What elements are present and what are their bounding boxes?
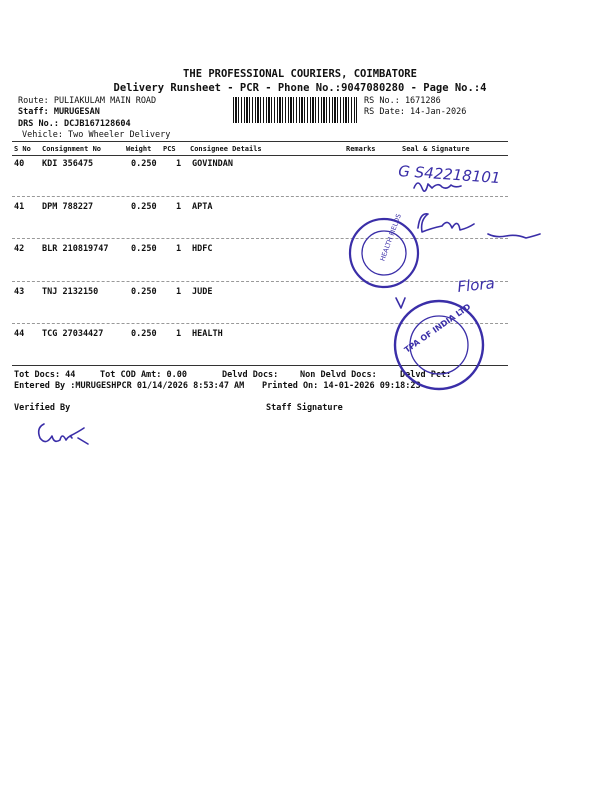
row-consignee: JUDE [192,287,213,297]
route-label: Route: PULIAKULAM MAIN ROAD [18,96,157,106]
row-pcs: 1 [176,287,182,297]
staff-label: Staff: MURUGESAN [18,107,100,117]
drs-number: DRS No.: DCJB167128604 [18,119,131,129]
company-seal-stamp [395,301,483,389]
row-sno: 40 [14,159,25,169]
row-sno: 41 [14,202,25,212]
non-delivered-docs: Non Delvd Docs: [300,370,377,380]
rs-number: RS No.: 1671286 [364,96,441,106]
row-sno: 43 [14,287,25,297]
row-consignee: HEALTH [192,329,223,339]
handwritten-name: Flora [456,274,496,296]
row-weight: 0.250 [131,329,157,339]
total-docs: Tot Docs: 44 [14,370,76,380]
delivered-pct: Delvd Pct: [400,370,452,380]
row-pcs: 1 [176,159,182,169]
row-weight: 0.250 [131,244,157,254]
row-pcs: 1 [176,202,182,212]
row-sno: 42 [14,244,25,254]
tick-mark [396,298,405,308]
round-seal-stamp [350,213,418,287]
vehicle-label: Vehicle: Two Wheeler Delivery [22,130,171,140]
rs-date: RS Date: 14-Jan-2026 [364,107,467,117]
row-sno: 44 [14,329,25,339]
row-consignment: DPM 788227 [42,202,94,212]
signature-row40 [414,183,461,191]
col-seal-signature: Seal & Signature [402,145,470,153]
handwritten-number: G S42218101 [397,162,501,188]
stamp2-text: TPA OF INDIA LTD [402,302,473,355]
row-consignment: TCG 27034427 [42,329,104,339]
entered-by: Entered By :MURUGESHPCR 01/14/2026 8:53:47 AM [14,381,245,391]
row-consignee: APTA [192,202,213,212]
runsheet-subtitle: Delivery Runsheet - PCR - Phone No.:9047080280 - Page No.:4 [113,82,487,94]
col-consignment: Consignment No [42,145,102,153]
row-consignment: KDI 356475 [42,159,94,169]
verified-signature [39,424,88,444]
signature-row41 [418,214,540,238]
col-pcs: PCS [163,145,176,153]
row-weight: 0.250 [131,159,157,169]
row-pcs: 1 [176,244,182,254]
col-consignee: Consignee Details [190,145,262,153]
row-pcs: 1 [176,329,182,339]
row-consignment: BLR 210819747 [42,244,109,254]
printed-on: Printed On: 14-01-2026 09:18:23 [262,381,421,391]
row-consignment: TNJ 2132150 [42,287,99,297]
row-consignee: HDFC [192,244,213,254]
col-remarks: Remarks [346,145,376,153]
col-weight: Weight [126,145,152,153]
col-sno: S No [14,145,31,153]
stamp1-text: HEALTH FIELDS [378,212,403,263]
row-consignee: GOVINDAN [192,159,233,169]
staff-signature-label: Staff Signature [266,403,343,413]
row-weight: 0.250 [131,202,157,212]
company-title: THE PROFESSIONAL COURIERS, COIMBATORE [183,68,417,80]
row-weight: 0.250 [131,287,157,297]
delivered-docs: Delvd Docs: [222,370,279,380]
verified-by-label: Verified By [14,403,71,413]
total-cod-amount: Tot COD Amt: 0.00 [100,370,187,380]
